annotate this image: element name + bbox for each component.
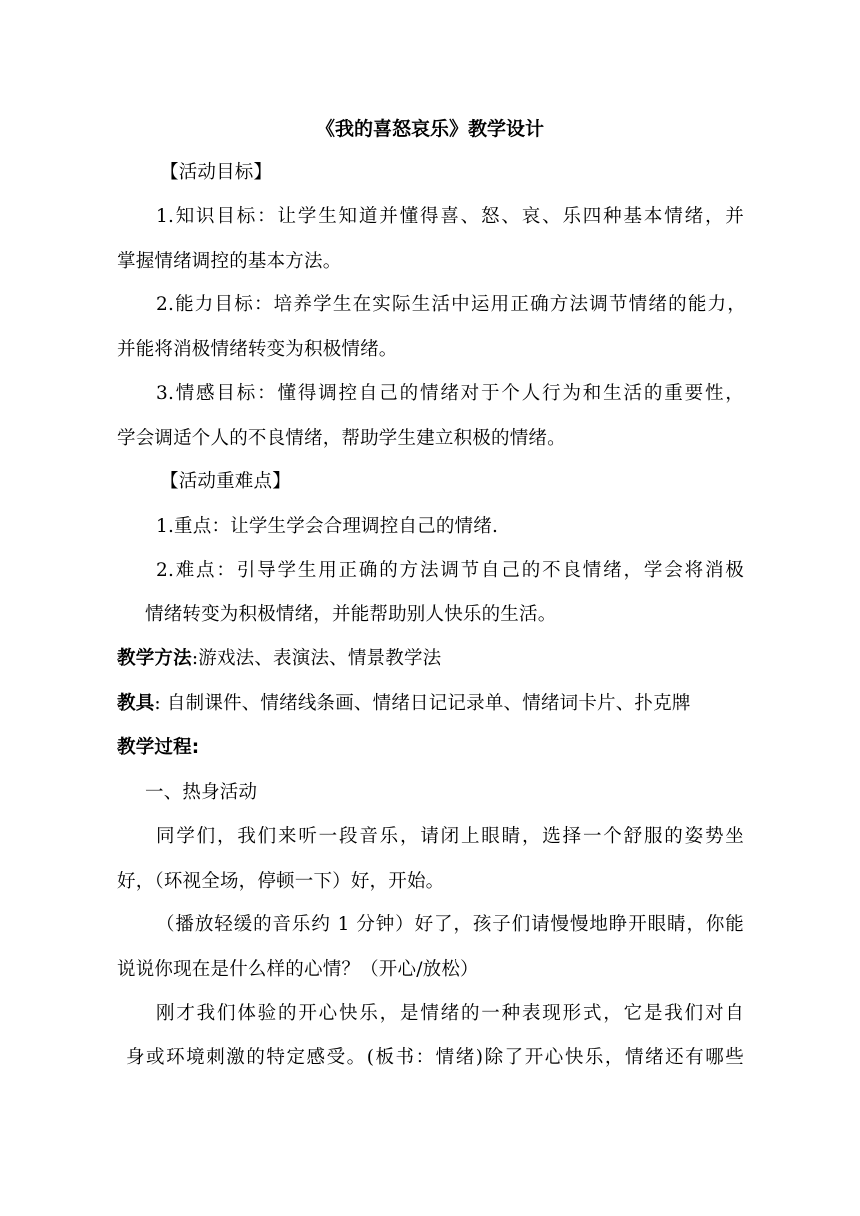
goal-item-2-line-1: 2.能力目标：培养学生在实际生活中运用正确方法调节情绪的能力，: [156, 294, 746, 315]
goal-item-3-line-2: 学会调适个人的不良情绪，帮助学生建立积极的情绪。: [117, 428, 566, 449]
goal-item-1-line-1: 1.知识目标：让学生知道并懂得喜、怒、哀、乐四种基本情绪，并: [156, 206, 744, 227]
section-warmup-heading: 一、热身活动: [145, 782, 258, 803]
key-points-heading: 【活动重难点】: [160, 471, 291, 492]
key-point-item-2-line-2: 情绪转变为积极情绪，并能帮助别人快乐的生活。: [145, 604, 557, 625]
goal-item-1-line-2: 掌握情绪调控的基本方法。: [117, 251, 342, 272]
paragraph-1-line-1: 同学们，我们来听一段音乐，请闭上眼睛，选择一个舒服的姿势坐: [156, 826, 744, 847]
goals-heading: 【活动目标】: [160, 162, 273, 183]
document-title: 《我的喜怒哀乐》教学设计: [315, 118, 544, 140]
teaching-methods-label: 教学方法: [117, 648, 192, 669]
key-point-item-1: 1.重点：让学生学会合理调控自己的情绪.: [156, 516, 499, 537]
key-point-item-2-line-1: 2.难点：引导学生用正确的方法调节自己的不良情绪，学会将消极: [156, 560, 744, 581]
paragraph-2-line-1: （播放轻缓的音乐约 1 分钟）好了，孩子们请慢慢地睁开眼睛，你能: [156, 914, 744, 935]
teaching-tools-text: : 自制课件、情绪线条画、情绪日记记录单、情绪词卡片、扑克牌: [154, 693, 691, 714]
paragraph-3-line-2: 身或环境刺激的特定感受。(板书：情绪)除了开心快乐，情绪还有哪些: [126, 1047, 744, 1068]
paragraph-2-line-2: 说说你现在是什么样的心情？（开心/放松）: [117, 959, 479, 980]
goal-item-2-line-2: 并能将消极情绪转变为积极情绪。: [117, 339, 398, 360]
teaching-methods: [117, 647, 441, 671]
teaching-process-label: 教学过程:: [117, 737, 200, 758]
teaching-methods-text: :游戏法、表演法、情景教学法: [191, 648, 442, 669]
teaching-tools: [117, 692, 691, 716]
paragraph-1-line-2: 好，（环视全场，停顿一下）好，开始。: [117, 871, 445, 892]
goal-item-3-line-1: 3.情感目标：懂得调控自己的情绪对于个人行为和生活的重要性，: [156, 383, 744, 404]
paragraph-3-line-1: 刚才我们体验的开心快乐，是情绪的一种表现形式，它是我们对自: [156, 1003, 744, 1024]
teaching-tools-label: 教具: [117, 693, 155, 714]
